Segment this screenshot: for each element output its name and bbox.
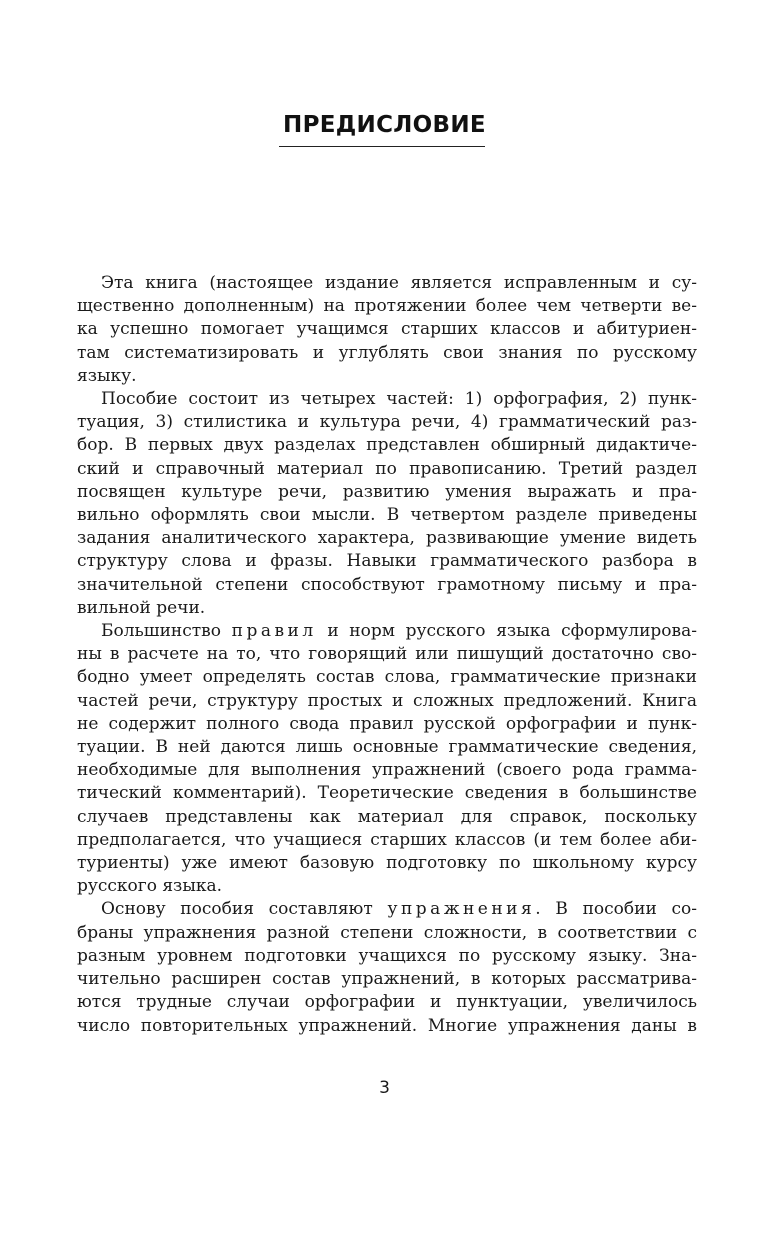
emphasized-term: упражнения — [387, 899, 536, 920]
paragraph-3 — [77, 620, 697, 898]
text-line: Пособие состоит из четырех частей: 1) орфография, 2) пунк- — [101, 389, 697, 410]
paragraph-2 — [77, 388, 697, 620]
paragraph-4 — [77, 898, 697, 1037]
text-line: русского языка. — [77, 876, 223, 897]
page-title: ПРЕДИСЛОВИЕ — [283, 112, 486, 138]
text-line: чительно расширен состав упражнений, в которых рассматрива- — [77, 969, 697, 990]
text-line: ны в расчете на то, что говорящий или пишущий достаточно сво- — [77, 644, 697, 665]
text-line: языку. — [77, 365, 137, 386]
text-line: Эта книга (настоящее издание является исправленным и су- — [101, 273, 697, 293]
text-line: туации. В ней даются лишь основные грамматические сведения, — [77, 737, 697, 758]
text-fragment: и норм русского языка сформулирова- — [316, 621, 697, 642]
text-line: бодно умеет определять состав слова, грамматические признаки — [77, 667, 697, 688]
text-line: туриенты) уже имеют базовую подготовку по школьному курсу — [77, 853, 697, 874]
text-fragment: Большинство — [101, 621, 232, 642]
page-number: 3 — [379, 1078, 390, 1098]
text-line: браны упражнения разной степени сложности, в соответствии с — [77, 922, 697, 943]
text-line: бор. В первых двух разделах представлен обширный дидактиче- — [77, 435, 697, 456]
text-line: посвящен культуре речи, развитию умения выражать и пра- — [77, 481, 697, 502]
text-line: значительной степени способствуют грамотному письму и пра- — [77, 574, 697, 595]
text-line: туация, 3) стилистика и культура речи, 4) грамматический раз- — [77, 412, 697, 433]
text-line: предполагается, что учащиеся старших классов (и тем более аби- — [77, 829, 697, 850]
text-line — [77, 898, 697, 921]
text-line: ка успешно помогает учащимся старших классов и абитуриен- — [77, 319, 697, 340]
text-line: разным уровнем подготовки учащихся по русскому языку. Зна- — [77, 945, 697, 966]
text-fragment: . В пособии со- — [535, 899, 697, 920]
text-line: вильной речи. — [77, 597, 206, 618]
text-line: щественно дополненным) на протяжении более чем четверти ве- — [77, 296, 697, 317]
title-underline — [279, 146, 485, 147]
text-line: тический комментарий). Теоретические сведения в большинстве — [77, 783, 697, 804]
text-line — [77, 620, 697, 643]
text-line: вильно оформлять свои мысли. В четвертом разделе приведены — [77, 505, 697, 526]
text-line: там систематизировать и углублять свои знания по русскому — [77, 342, 697, 363]
text-line: ский и справочный материал по правописанию. Третий раздел — [77, 458, 697, 479]
text-line: частей речи, структуру простых и сложных предложений. Книга — [77, 690, 697, 711]
text-line: ются трудные случаи орфографии и пунктуации, увеличилось — [77, 992, 697, 1013]
emphasized-term: правил — [231, 621, 317, 642]
text-line: число повторительных упражнений. Многие упражнения даны в — [77, 1015, 697, 1036]
text-line: задания аналитического характера, развивающие умение видеть — [77, 528, 697, 549]
text-line: случаев представлены как материал для справок, поскольку — [77, 806, 697, 827]
text-line: не содержит полного свода правил русской орфографии и пунк- — [77, 713, 697, 734]
text-line: необходимые для выполнения упражнений (своего рода грамма- — [77, 760, 697, 781]
paragraph-1 — [77, 272, 697, 388]
text-fragment: Основу пособия составляют — [101, 899, 388, 920]
body-text — [77, 272, 697, 1038]
text-line: структуру слова и фразы. Навыки грамматического разбора в — [77, 551, 697, 572]
